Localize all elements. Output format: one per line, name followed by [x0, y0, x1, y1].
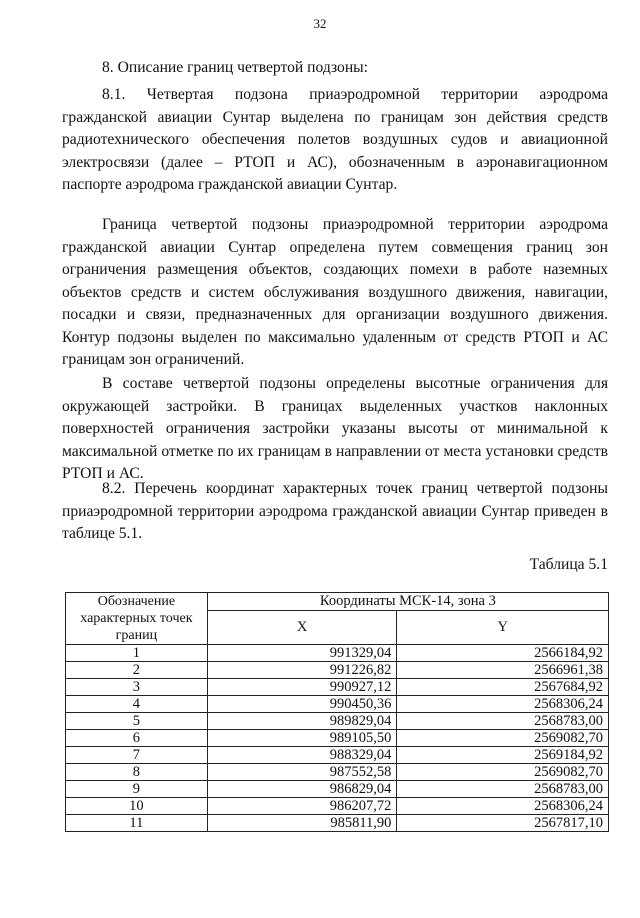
coord-x: 988329,04: [207, 747, 397, 764]
coord-x: 990927,12: [207, 679, 397, 696]
header-x: X: [207, 610, 397, 644]
coord-y: 2568783,00: [397, 781, 609, 798]
coord-x: 989829,04: [207, 713, 397, 730]
header-y: Y: [397, 610, 609, 644]
coord-x: 985811,90: [207, 815, 397, 832]
table-row: [66, 815, 609, 832]
point-number: 7: [66, 747, 208, 764]
paragraph-8-1: [62, 84, 608, 197]
point-number: 11: [66, 815, 208, 832]
coord-y: 2566184,92: [397, 645, 609, 662]
coordinates-table: [65, 592, 609, 832]
coord-y: 2568783,00: [397, 713, 609, 730]
point-number: 1: [66, 645, 208, 662]
table-row: [66, 747, 609, 764]
paragraph-8-1-text: 8.1. Четвертая подзона приаэродромной территории аэродрома гражданской авиации Сунтар выделена по границам зон действия средств радиотехнического обеспечения полетов воздушных судов и авиационной электросвязи (далее – РТОП и АС), обозначенным в аэронавигационном паспорте аэродрома гражданской авиации Сунтар.: [62, 86, 608, 193]
header-points: Обозначение характерных точек границ: [66, 593, 208, 645]
table-row: [66, 662, 609, 679]
coord-y: 2569184,92: [397, 747, 609, 764]
point-number: 8: [66, 764, 208, 781]
coord-y: 2567684,92: [397, 679, 609, 696]
page-number: 32: [313, 16, 327, 31]
coord-x: 986207,72: [207, 798, 397, 815]
paragraph-8-2: [62, 478, 608, 546]
point-number: 6: [66, 730, 208, 747]
point-number: 5: [66, 713, 208, 730]
table-row: [66, 781, 609, 798]
table-row: [66, 679, 609, 696]
coord-y: 2568306,24: [397, 696, 609, 713]
point-number: 2: [66, 662, 208, 679]
coord-y: 2567817,10: [397, 815, 609, 832]
coord-x: 991329,04: [207, 645, 397, 662]
coord-y: 2566961,38: [397, 662, 609, 679]
table-row: [66, 764, 609, 781]
paragraph-boundary: [62, 214, 608, 372]
paragraph-height-limits: [62, 373, 608, 486]
table-row: [66, 798, 609, 815]
table-caption: Таблица 5.1: [529, 556, 608, 573]
coord-x: 990450,36: [207, 696, 397, 713]
point-number: 10: [66, 798, 208, 815]
table-row: [66, 713, 609, 730]
coord-x: 989105,50: [207, 730, 397, 747]
paragraph-height-limits-text: В составе четвертой подзоны определены высотные ограничения для окружающей застройки. В границах выделенных участков наклонных поверхностей ограничения застройки указаны высоты от минимальной к максимальной отметке по их границам в направлении от места установки средств РТОП и АС.: [62, 375, 608, 482]
point-number: 4: [66, 696, 208, 713]
point-number: 3: [66, 679, 208, 696]
paragraph-8-2-text: 8.2. Перечень координат характерных точек границ четвертой подзоны приаэродромной территории аэродрома гражданской авиации Сунтар приведен в таблице 5.1.: [62, 480, 608, 542]
table-row: [66, 645, 609, 662]
header-coordinates: Координаты МСК-14, зона 3: [207, 593, 608, 611]
coord-x: 987552,58: [207, 764, 397, 781]
table-row: [66, 730, 609, 747]
coord-y: 2569082,70: [397, 730, 609, 747]
paragraph-boundary-text: Граница четвертой подзоны приаэродромной территории аэродрома гражданской авиации Сунтар определена путем совмещения границ зон ограничения размещения объектов, создающих помехи в работе наземных объектов средств и систем обслуживания воздушного движения, навигации, посадки и связи, предназначенных для организации воздушного движения. Контур подзоны выделен по максимально удаленным от средств РТОП и АС границам зон ограничений.: [62, 216, 608, 368]
section-heading: [62, 57, 608, 80]
section-heading-text: 8. Описание границ четвертой подзоны:: [102, 59, 368, 76]
coord-y: 2569082,70: [397, 764, 609, 781]
coord-x: 991226,82: [207, 662, 397, 679]
point-number: 9: [66, 781, 208, 798]
coord-x: 986829,04: [207, 781, 397, 798]
table-row: [66, 696, 609, 713]
coord-y: 2568306,24: [397, 798, 609, 815]
